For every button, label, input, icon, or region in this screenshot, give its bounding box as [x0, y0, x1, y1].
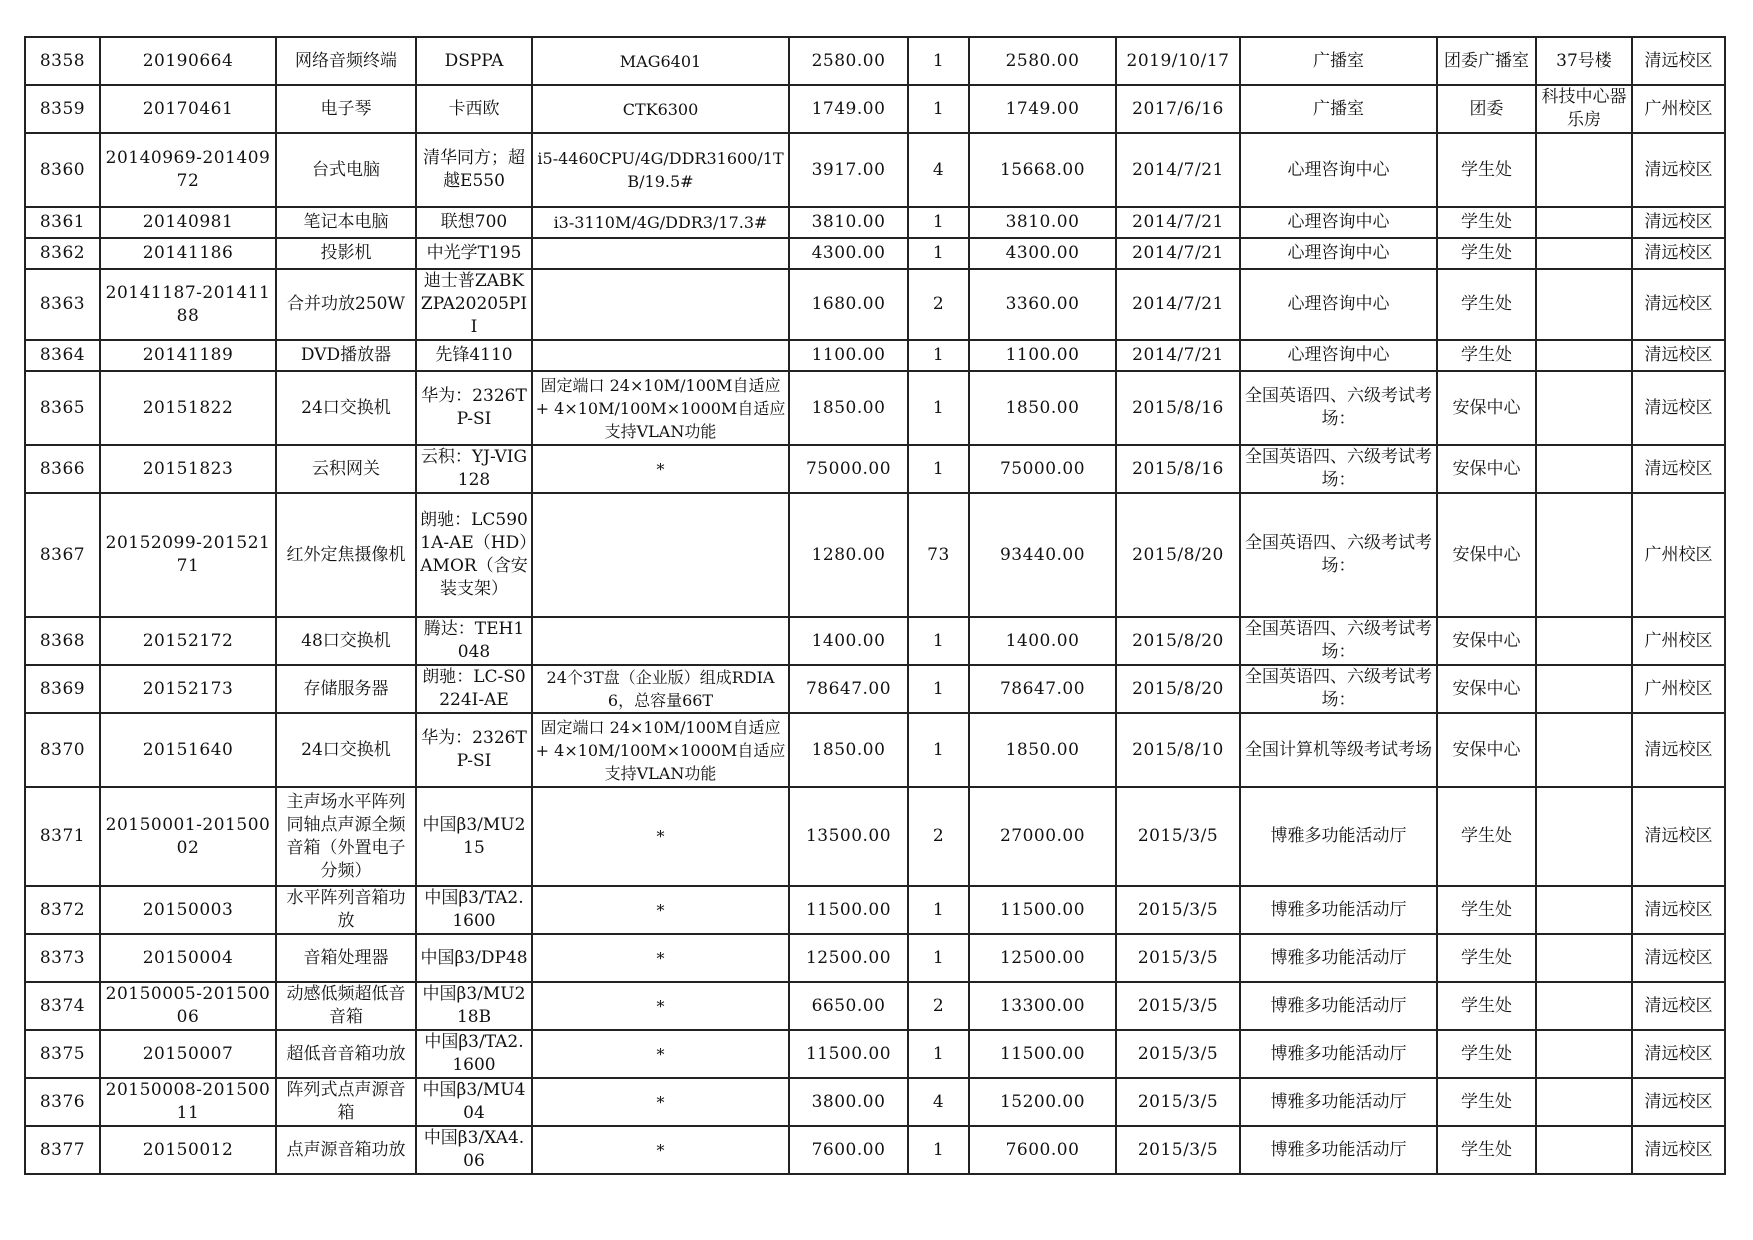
cell-asset-no: 20141186 — [100, 238, 276, 269]
cell-dept: 团委广播室 — [1437, 37, 1536, 85]
cell-asset-no: 20150003 — [100, 886, 276, 934]
cell-brand: 中国β3/DP48 — [416, 934, 532, 982]
cell-location: 全国英语四、六级考试考场： — [1240, 665, 1437, 713]
cell-price: 3810.00 — [789, 207, 908, 238]
cell-campus: 清远校区 — [1632, 207, 1725, 238]
cell-brand: 华为：2326TP-SI — [416, 371, 532, 445]
cell-brand: 中光学T195 — [416, 238, 532, 269]
cell-price: 1850.00 — [789, 371, 908, 445]
cell-location: 博雅多功能活动厅 — [1240, 1126, 1437, 1174]
cell-location: 广播室 — [1240, 85, 1437, 133]
cell-asset-no: 20152099-20152171 — [100, 493, 276, 617]
cell-price: 1749.00 — [789, 85, 908, 133]
cell-seq: 8376 — [25, 1078, 100, 1126]
cell-date: 2017/6/16 — [1116, 85, 1240, 133]
cell-building — [1536, 238, 1632, 269]
cell-building — [1536, 934, 1632, 982]
table-row — [25, 1126, 1725, 1174]
cell-asset-no: 20151822 — [100, 371, 276, 445]
cell-campus: 清远校区 — [1632, 340, 1725, 371]
cell-spec: 24个3T盘（企业版）组成RDIA6，总容量66T — [532, 665, 789, 713]
cell-price: 1280.00 — [789, 493, 908, 617]
cell-date: 2019/10/17 — [1116, 37, 1240, 85]
cell-brand: 朗驰：LC-S0224I-AE — [416, 665, 532, 713]
cell-seq: 8364 — [25, 340, 100, 371]
cell-location: 广播室 — [1240, 37, 1437, 85]
cell-seq: 8368 — [25, 617, 100, 665]
cell-building — [1536, 665, 1632, 713]
cell-building: 37号楼 — [1536, 37, 1632, 85]
cell-qty: 1 — [908, 617, 969, 665]
cell-qty: 2 — [908, 269, 969, 340]
cell-seq: 8367 — [25, 493, 100, 617]
cell-campus: 清远校区 — [1632, 445, 1725, 493]
cell-qty: 1 — [908, 1030, 969, 1078]
cell-amount: 1749.00 — [969, 85, 1116, 133]
cell-spec: 固定端口 24×10M/100M自适应+ 4×10M/100M×1000M自适应 支持VLAN功能 — [532, 713, 789, 787]
table-row — [25, 238, 1725, 269]
cell-asset-no: 20170461 — [100, 85, 276, 133]
cell-location: 心理咨询中心 — [1240, 207, 1437, 238]
cell-amount: 3810.00 — [969, 207, 1116, 238]
cell-qty: 4 — [908, 1078, 969, 1126]
cell-location: 博雅多功能活动厅 — [1240, 982, 1437, 1030]
cell-seq: 8372 — [25, 886, 100, 934]
cell-brand: 朗驰：LC5901A-AE（HD）AMOR（含安装支架） — [416, 493, 532, 617]
cell-spec: * — [532, 1126, 789, 1174]
cell-asset-no: 20150004 — [100, 934, 276, 982]
cell-price: 13500.00 — [789, 787, 908, 886]
cell-location: 博雅多功能活动厅 — [1240, 1030, 1437, 1078]
cell-dept: 学生处 — [1437, 133, 1536, 207]
cell-asset-no: 20150008-20150011 — [100, 1078, 276, 1126]
cell-amount: 78647.00 — [969, 665, 1116, 713]
cell-building — [1536, 133, 1632, 207]
cell-seq: 8377 — [25, 1126, 100, 1174]
cell-date: 2015/3/5 — [1116, 787, 1240, 886]
cell-amount: 12500.00 — [969, 934, 1116, 982]
table-row — [25, 787, 1725, 886]
cell-spec: 固定端口 24×10M/100M自适应+ 4×10M/100M×1000M自适应 支持VLAN功能 — [532, 371, 789, 445]
cell-location: 心理咨询中心 — [1240, 340, 1437, 371]
table-row — [25, 85, 1725, 133]
cell-name: 阵列式点声源音箱 — [276, 1078, 416, 1126]
cell-amount: 93440.00 — [969, 493, 1116, 617]
cell-campus: 清远校区 — [1632, 787, 1725, 886]
cell-qty: 2 — [908, 787, 969, 886]
table-row — [25, 617, 1725, 665]
cell-building — [1536, 713, 1632, 787]
cell-building: 科技中心器乐房 — [1536, 85, 1632, 133]
asset-table — [24, 36, 1726, 1175]
cell-name: 水平阵列音箱功放 — [276, 886, 416, 934]
cell-spec — [532, 238, 789, 269]
cell-seq: 8366 — [25, 445, 100, 493]
table-row — [25, 371, 1725, 445]
cell-asset-no: 20140981 — [100, 207, 276, 238]
table-row — [25, 934, 1725, 982]
cell-building — [1536, 787, 1632, 886]
table-row — [25, 37, 1725, 85]
cell-location: 博雅多功能活动厅 — [1240, 1078, 1437, 1126]
cell-price: 3800.00 — [789, 1078, 908, 1126]
cell-date: 2014/7/21 — [1116, 340, 1240, 371]
cell-brand: 中国β3/XA4.06 — [416, 1126, 532, 1174]
cell-amount: 15668.00 — [969, 133, 1116, 207]
cell-name: 音箱处理器 — [276, 934, 416, 982]
cell-campus: 清远校区 — [1632, 238, 1725, 269]
cell-asset-no: 20152173 — [100, 665, 276, 713]
cell-price: 7600.00 — [789, 1126, 908, 1174]
cell-seq: 8371 — [25, 787, 100, 886]
cell-amount: 2580.00 — [969, 37, 1116, 85]
cell-dept: 安保中心 — [1437, 371, 1536, 445]
cell-building — [1536, 207, 1632, 238]
table-row — [25, 445, 1725, 493]
cell-seq: 8358 — [25, 37, 100, 85]
cell-amount: 11500.00 — [969, 1030, 1116, 1078]
cell-qty: 4 — [908, 133, 969, 207]
cell-dept: 学生处 — [1437, 340, 1536, 371]
cell-spec — [532, 340, 789, 371]
cell-price: 1680.00 — [789, 269, 908, 340]
cell-seq: 8373 — [25, 934, 100, 982]
cell-campus: 清远校区 — [1632, 982, 1725, 1030]
cell-dept: 学生处 — [1437, 207, 1536, 238]
cell-seq: 8374 — [25, 982, 100, 1030]
cell-amount: 1400.00 — [969, 617, 1116, 665]
cell-campus: 广州校区 — [1632, 665, 1725, 713]
cell-dept: 学生处 — [1437, 1030, 1536, 1078]
cell-seq: 8369 — [25, 665, 100, 713]
cell-name: 48口交换机 — [276, 617, 416, 665]
cell-location: 博雅多功能活动厅 — [1240, 934, 1437, 982]
cell-seq: 8359 — [25, 85, 100, 133]
cell-qty: 1 — [908, 665, 969, 713]
cell-amount: 75000.00 — [969, 445, 1116, 493]
cell-date: 2014/7/21 — [1116, 207, 1240, 238]
cell-building — [1536, 493, 1632, 617]
cell-amount: 1100.00 — [969, 340, 1116, 371]
cell-dept: 安保中心 — [1437, 713, 1536, 787]
cell-campus: 广州校区 — [1632, 617, 1725, 665]
cell-location: 博雅多功能活动厅 — [1240, 787, 1437, 886]
cell-brand: 腾达：TEH1048 — [416, 617, 532, 665]
cell-brand: 清华同方；超越E550 — [416, 133, 532, 207]
cell-amount: 4300.00 — [969, 238, 1116, 269]
cell-brand: 华为：2326TP-SI — [416, 713, 532, 787]
cell-spec — [532, 269, 789, 340]
cell-asset-no: 20150001-20150002 — [100, 787, 276, 886]
cell-brand: 迪士普ZABKZPA20205PII — [416, 269, 532, 340]
cell-name: 24口交换机 — [276, 713, 416, 787]
cell-name: 电子琴 — [276, 85, 416, 133]
cell-brand: 中国β3/MU215 — [416, 787, 532, 886]
cell-date: 2015/3/5 — [1116, 886, 1240, 934]
cell-dept: 学生处 — [1437, 1078, 1536, 1126]
cell-date: 2015/8/10 — [1116, 713, 1240, 787]
cell-qty: 1 — [908, 207, 969, 238]
cell-campus: 清远校区 — [1632, 886, 1725, 934]
cell-date: 2015/8/16 — [1116, 371, 1240, 445]
cell-spec: MAG6401 — [532, 37, 789, 85]
cell-price: 1100.00 — [789, 340, 908, 371]
cell-seq: 8375 — [25, 1030, 100, 1078]
cell-dept: 安保中心 — [1437, 445, 1536, 493]
cell-qty: 1 — [908, 886, 969, 934]
cell-asset-no: 20150005-20150006 — [100, 982, 276, 1030]
cell-date: 2014/7/21 — [1116, 133, 1240, 207]
cell-brand: DSPPA — [416, 37, 532, 85]
cell-building — [1536, 445, 1632, 493]
cell-amount: 27000.00 — [969, 787, 1116, 886]
cell-price: 11500.00 — [789, 1030, 908, 1078]
cell-campus: 清远校区 — [1632, 1030, 1725, 1078]
cell-qty: 73 — [908, 493, 969, 617]
cell-price: 1400.00 — [789, 617, 908, 665]
cell-name: 存储服务器 — [276, 665, 416, 713]
cell-location: 全国英语四、六级考试考场： — [1240, 493, 1437, 617]
cell-asset-no: 20141189 — [100, 340, 276, 371]
cell-location: 博雅多功能活动厅 — [1240, 886, 1437, 934]
cell-dept: 学生处 — [1437, 238, 1536, 269]
cell-qty: 1 — [908, 713, 969, 787]
cell-location: 全国英语四、六级考试考场： — [1240, 371, 1437, 445]
cell-campus: 清远校区 — [1632, 1078, 1725, 1126]
table-row — [25, 133, 1725, 207]
cell-spec — [532, 493, 789, 617]
cell-qty: 1 — [908, 37, 969, 85]
cell-location: 心理咨询中心 — [1240, 133, 1437, 207]
cell-amount: 1850.00 — [969, 371, 1116, 445]
cell-dept: 安保中心 — [1437, 617, 1536, 665]
cell-building — [1536, 1030, 1632, 1078]
cell-name: 网络音频终端 — [276, 37, 416, 85]
cell-name: 点声源音箱功放 — [276, 1126, 416, 1174]
cell-amount: 3360.00 — [969, 269, 1116, 340]
cell-spec: * — [532, 787, 789, 886]
cell-date: 2014/7/21 — [1116, 269, 1240, 340]
cell-campus: 广州校区 — [1632, 493, 1725, 617]
table-row — [25, 340, 1725, 371]
cell-seq: 8361 — [25, 207, 100, 238]
cell-location: 全国英语四、六级考试考场： — [1240, 617, 1437, 665]
cell-qty: 1 — [908, 1126, 969, 1174]
cell-campus: 清远校区 — [1632, 934, 1725, 982]
cell-date: 2015/8/20 — [1116, 493, 1240, 617]
cell-brand: 中国β3/TA2.1600 — [416, 886, 532, 934]
cell-spec: * — [532, 1078, 789, 1126]
cell-date: 2014/7/21 — [1116, 238, 1240, 269]
cell-price: 78647.00 — [789, 665, 908, 713]
cell-date: 2015/3/5 — [1116, 934, 1240, 982]
cell-spec: i3-3110M/4G/DDR3/17.3# — [532, 207, 789, 238]
cell-price: 3917.00 — [789, 133, 908, 207]
cell-qty: 1 — [908, 371, 969, 445]
cell-price: 4300.00 — [789, 238, 908, 269]
cell-name: 主声场水平阵列同轴点声源全频音箱（外置电子分频） — [276, 787, 416, 886]
cell-dept: 安保中心 — [1437, 493, 1536, 617]
cell-qty: 2 — [908, 982, 969, 1030]
cell-date: 2015/3/5 — [1116, 1126, 1240, 1174]
cell-spec: * — [532, 886, 789, 934]
cell-price: 1850.00 — [789, 713, 908, 787]
cell-campus: 清远校区 — [1632, 1126, 1725, 1174]
cell-spec: CTK6300 — [532, 85, 789, 133]
cell-spec: * — [532, 1030, 789, 1078]
cell-campus: 清远校区 — [1632, 713, 1725, 787]
cell-name: 动感低频超低音音箱 — [276, 982, 416, 1030]
cell-dept: 学生处 — [1437, 886, 1536, 934]
cell-qty: 1 — [908, 445, 969, 493]
cell-asset-no: 20141187-20141188 — [100, 269, 276, 340]
cell-date: 2015/8/20 — [1116, 617, 1240, 665]
table-row — [25, 713, 1725, 787]
cell-price: 75000.00 — [789, 445, 908, 493]
table-row — [25, 1030, 1725, 1078]
cell-dept: 学生处 — [1437, 1126, 1536, 1174]
cell-asset-no: 20190664 — [100, 37, 276, 85]
cell-price: 12500.00 — [789, 934, 908, 982]
cell-building — [1536, 1126, 1632, 1174]
cell-asset-no: 20151823 — [100, 445, 276, 493]
cell-brand: 中国β3/MU218B — [416, 982, 532, 1030]
cell-date: 2015/8/16 — [1116, 445, 1240, 493]
table-row — [25, 493, 1725, 617]
table-row — [25, 269, 1725, 340]
cell-date: 2015/8/20 — [1116, 665, 1240, 713]
cell-building — [1536, 617, 1632, 665]
cell-seq: 8365 — [25, 371, 100, 445]
cell-name: DVD播放器 — [276, 340, 416, 371]
cell-spec — [532, 617, 789, 665]
cell-spec: * — [532, 982, 789, 1030]
cell-seq: 8363 — [25, 269, 100, 340]
cell-qty: 1 — [908, 934, 969, 982]
table-row — [25, 1078, 1725, 1126]
cell-seq: 8370 — [25, 713, 100, 787]
cell-location: 全国英语四、六级考试考场： — [1240, 445, 1437, 493]
cell-dept: 学生处 — [1437, 982, 1536, 1030]
cell-date: 2015/3/5 — [1116, 982, 1240, 1030]
cell-dept: 团委 — [1437, 85, 1536, 133]
cell-campus: 清远校区 — [1632, 37, 1725, 85]
cell-spec: i5-4460CPU/4G/DDR31600/1TB/19.5# — [532, 133, 789, 207]
cell-asset-no: 20151640 — [100, 713, 276, 787]
cell-asset-no: 20150007 — [100, 1030, 276, 1078]
cell-location: 心理咨询中心 — [1240, 238, 1437, 269]
cell-building — [1536, 340, 1632, 371]
table-row — [25, 207, 1725, 238]
cell-seq: 8360 — [25, 133, 100, 207]
cell-brand: 先锋4110 — [416, 340, 532, 371]
cell-location: 全国计算机等级考试考场 — [1240, 713, 1437, 787]
cell-date: 2015/3/5 — [1116, 1030, 1240, 1078]
cell-amount: 13300.00 — [969, 982, 1116, 1030]
cell-building — [1536, 886, 1632, 934]
cell-price: 2580.00 — [789, 37, 908, 85]
cell-campus: 广州校区 — [1632, 85, 1725, 133]
cell-dept: 安保中心 — [1437, 665, 1536, 713]
cell-name: 投影机 — [276, 238, 416, 269]
cell-brand: 联想700 — [416, 207, 532, 238]
cell-amount: 11500.00 — [969, 886, 1116, 934]
cell-name: 24口交换机 — [276, 371, 416, 445]
asset-sheet — [24, 36, 1726, 1175]
cell-building — [1536, 982, 1632, 1030]
cell-building — [1536, 371, 1632, 445]
cell-name: 台式电脑 — [276, 133, 416, 207]
cell-name: 笔记本电脑 — [276, 207, 416, 238]
cell-amount: 15200.00 — [969, 1078, 1116, 1126]
cell-price: 6650.00 — [789, 982, 908, 1030]
cell-asset-no: 20150012 — [100, 1126, 276, 1174]
cell-dept: 学生处 — [1437, 269, 1536, 340]
cell-amount: 1850.00 — [969, 713, 1116, 787]
cell-qty: 1 — [908, 340, 969, 371]
cell-qty: 1 — [908, 238, 969, 269]
cell-spec: * — [532, 934, 789, 982]
cell-asset-no: 20140969-20140972 — [100, 133, 276, 207]
cell-building — [1536, 1078, 1632, 1126]
cell-building — [1536, 269, 1632, 340]
cell-spec: * — [532, 445, 789, 493]
cell-name: 合并功放250W — [276, 269, 416, 340]
cell-asset-no: 20152172 — [100, 617, 276, 665]
table-row — [25, 665, 1725, 713]
cell-brand: 中国β3/TA2.1600 — [416, 1030, 532, 1078]
table-row — [25, 886, 1725, 934]
cell-location: 心理咨询中心 — [1240, 269, 1437, 340]
cell-brand: 云积：YJ-VIG128 — [416, 445, 532, 493]
cell-name: 云积网关 — [276, 445, 416, 493]
cell-campus: 清远校区 — [1632, 269, 1725, 340]
cell-price: 11500.00 — [789, 886, 908, 934]
asset-table-body — [25, 37, 1725, 1174]
cell-name: 超低音音箱功放 — [276, 1030, 416, 1078]
cell-seq: 8362 — [25, 238, 100, 269]
cell-campus: 清远校区 — [1632, 371, 1725, 445]
cell-brand: 卡西欧 — [416, 85, 532, 133]
cell-dept: 学生处 — [1437, 787, 1536, 886]
cell-name: 红外定焦摄像机 — [276, 493, 416, 617]
cell-qty: 1 — [908, 85, 969, 133]
cell-amount: 7600.00 — [969, 1126, 1116, 1174]
table-row — [25, 982, 1725, 1030]
cell-brand: 中国β3/MU404 — [416, 1078, 532, 1126]
cell-campus: 清远校区 — [1632, 133, 1725, 207]
cell-date: 2015/3/5 — [1116, 1078, 1240, 1126]
cell-dept: 学生处 — [1437, 934, 1536, 982]
